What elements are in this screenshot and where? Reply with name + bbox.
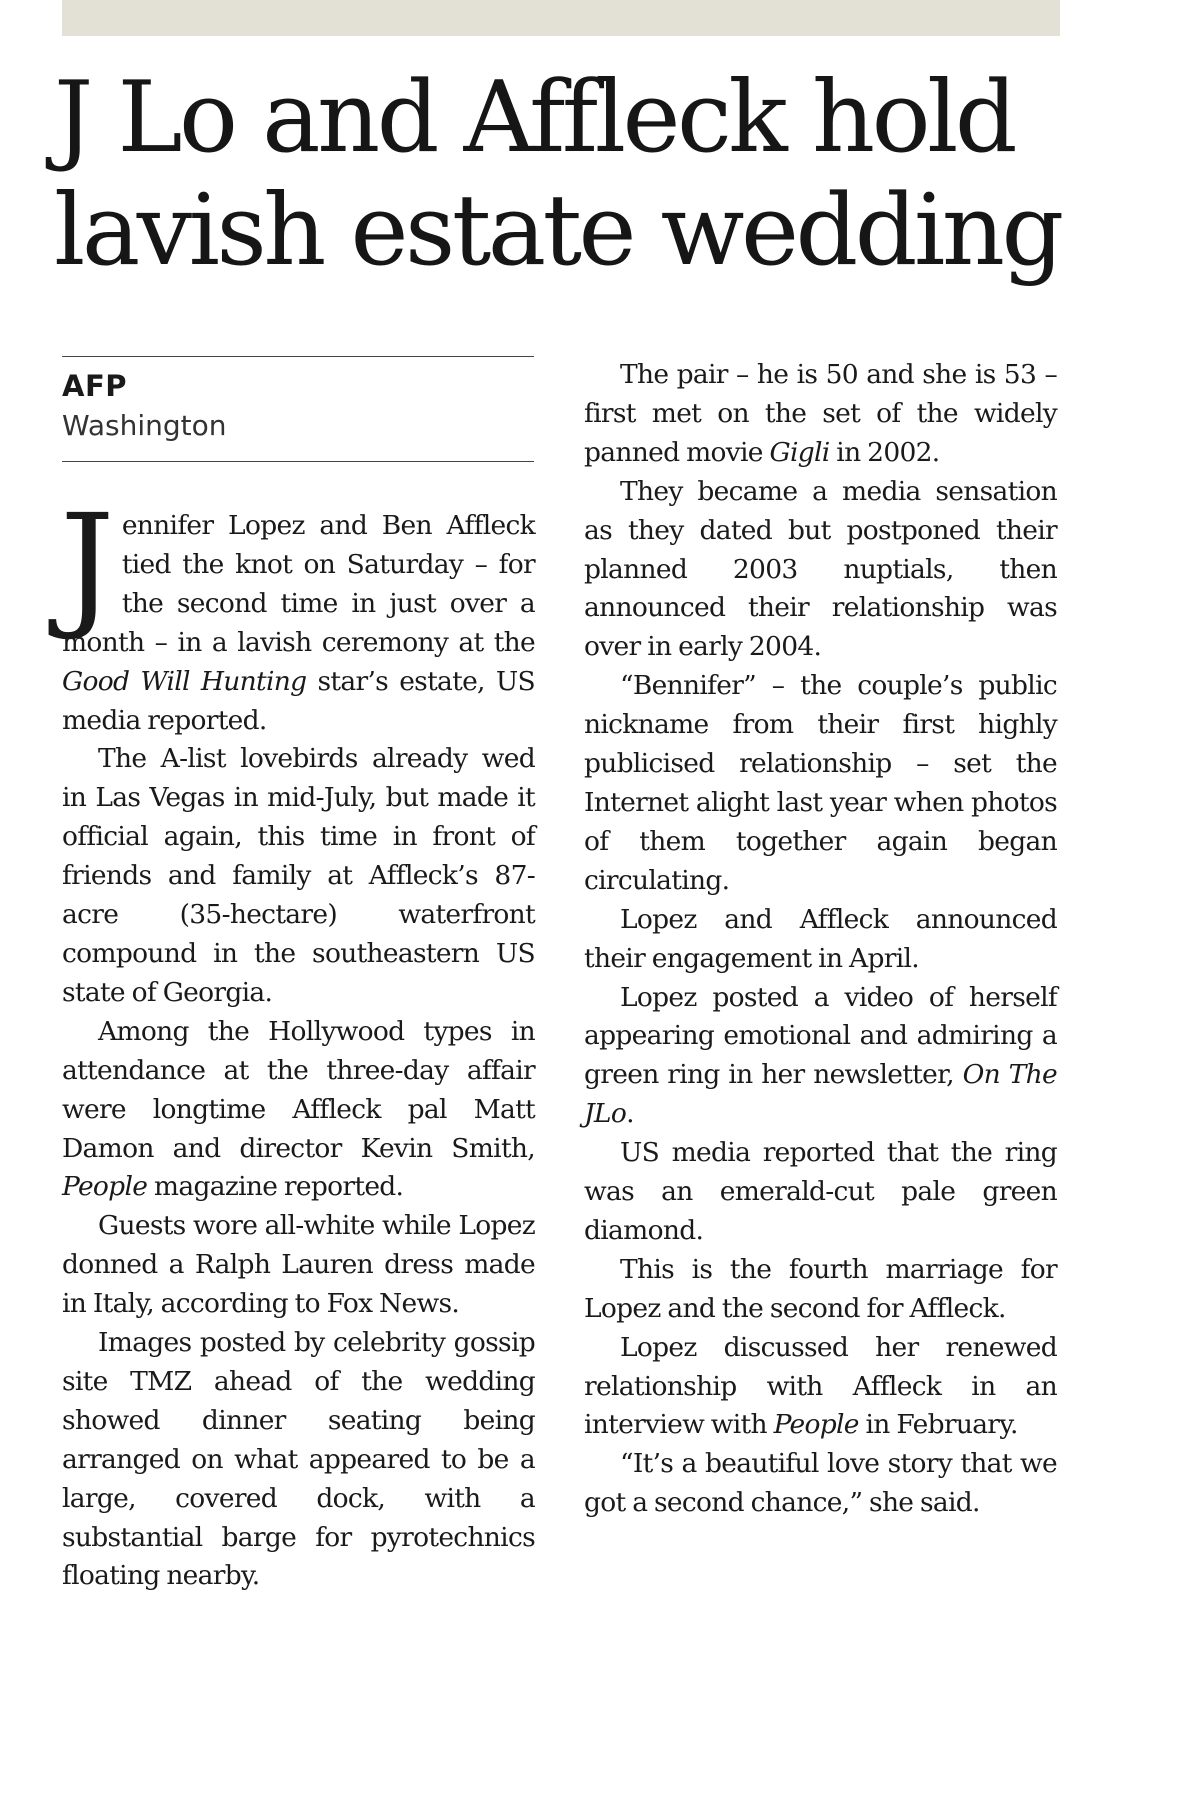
text-run: in February. [858,1409,1018,1441]
drop-cap: J [60,486,114,644]
publication-name: People [773,1409,859,1441]
headline-line-2: lavish estate wedding [54,174,1061,288]
newsletter-name: On The JLo [584,1059,1057,1130]
text-run: Lopez posted a video of herself appearing emotional and admiring a green ring in her newsletter, [584,981,1057,1091]
film-title: Good Will Hunting [62,665,307,697]
film-title: Gigli [769,436,830,468]
headline [54,62,1064,288]
paragraph: Images posted by celebrity gossip site TMZ ahead of the wedding showed dinner seating being arranged on what appeared to be a large, covered dock, with a substantial barge for pyrotechnics floating nearby. [62,1327,535,1592]
paragraph: Guests wore all-white while Lopez donned a Ralph Lauren dress made in Italy, according to Fox News. [62,1210,535,1320]
text-run: ennifer Lopez and Ben Affleck tied the knot on Saturday – for the second time in just over a month – in a lavish ceremony at the [62,510,535,658]
paragraph: Lopez and Affleck announced their engagement in April. [584,903,1057,974]
headline-line-1: J Lo and Affleck hold [54,61,1015,175]
top-color-bar [62,0,1060,36]
text-run: The pair – he is 50 and she is 53 – first met on the set of the widely panned movie [584,359,1057,468]
paragraph: The A-list lovebirds already wed in Las Vegas in mid-July, but made it official again, this time in front of friends and family at Affleck’s 87-acre (35-hectare) waterfront compound in the southeastern US state of Georgia. [62,743,535,1008]
article-column-1 [60,486,535,1596]
text-run: star’s estate, US media reported. [62,665,535,736]
byline-box [62,356,534,462]
paragraph: This is the fourth marriage for Lopez and the second for Affleck. [584,1253,1057,1324]
paragraph: They became a media sensation as they dated but postponed their planned 2003 nuptials, then announced their relationship was over in early 2004. [584,475,1057,663]
paragraph [584,356,1057,473]
paragraph [584,1329,1057,1446]
publication-name: People [62,1171,148,1203]
paragraph [62,1013,535,1208]
text-run: Among the Hollywood types in attendance at the three-day affair were longtime Affleck pal Matt Damon and director Kevin Smith, [62,1015,535,1164]
paragraph [60,486,535,740]
text-run: in 2002. [829,436,940,468]
text-run: . [626,1098,634,1130]
paragraph: “Bennifer” – the couple’s public nickname from their first highly publicised relationship – set the Internet alight last year when photos of them together again began circulating. [584,670,1057,896]
byline-dateline: Washington [62,409,227,442]
text-run: Lopez discussed her renewed relationship with Affleck in an interview with [584,1331,1057,1441]
paragraph: US media reported that the ring was an emerald-cut pale green diamond. [584,1137,1057,1246]
paragraph: “It’s a beautiful love story that we got a second chance,” she said. [584,1448,1057,1519]
text-run: magazine reported. [147,1171,404,1203]
byline-agency: AFP [62,369,128,403]
paragraph [584,979,1057,1135]
article-column-2 [584,356,1057,1523]
